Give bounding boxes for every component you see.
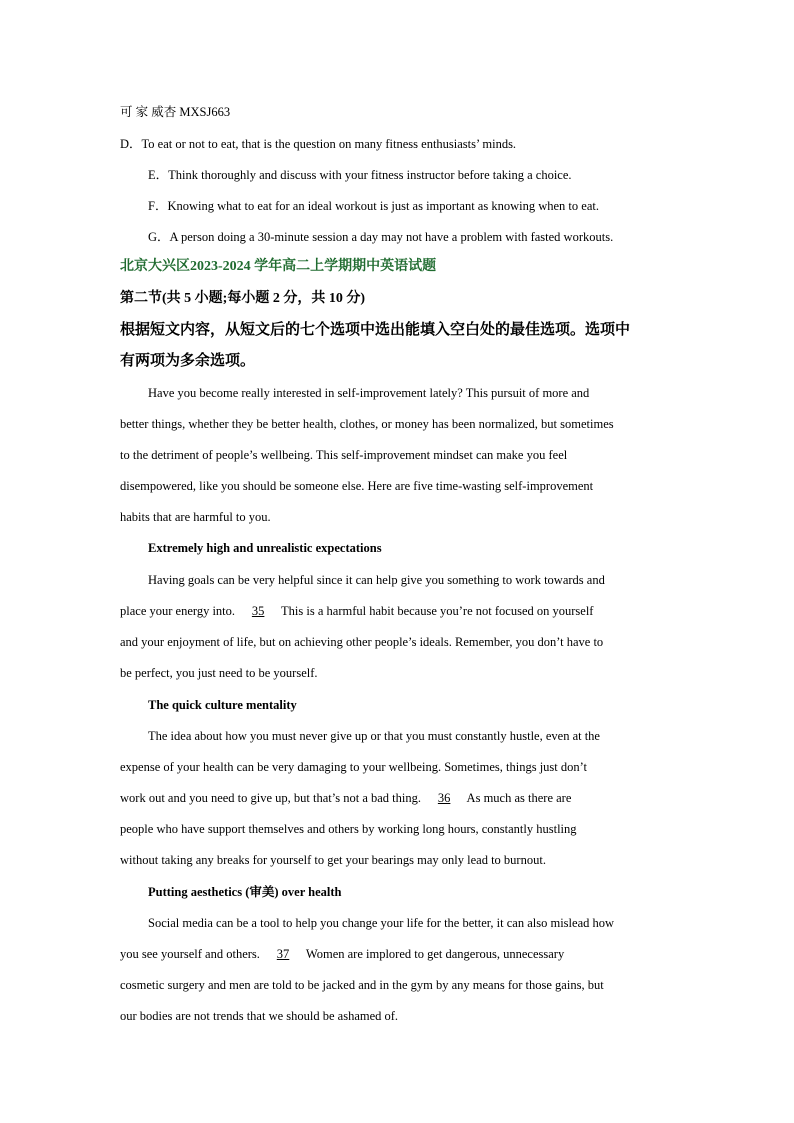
paragraph-line xyxy=(120,603,593,619)
source-title: 北京大兴区2023-2024 学年高二上学期期中英语试题 xyxy=(120,259,437,274)
intro-line: better things, whether they be better health, clothes, or money has been normalized, but sometimes xyxy=(120,417,614,431)
text-span: Women are implored to get dangerous, unnecessary xyxy=(303,947,565,961)
text-span: As much as there are xyxy=(464,791,572,805)
header-note: 可 家 威杏 MXSJ663 xyxy=(120,105,231,119)
section-heading-3: Putting aesthetics (审美) over health xyxy=(148,885,342,899)
paragraph-line xyxy=(120,946,564,962)
paragraph-line: people who have support themselves and others by working long hours, constantly hustling xyxy=(120,822,577,836)
section-heading-2: The quick culture mentality xyxy=(148,698,297,712)
paragraph-line: be perfect, you just need to be yourself. xyxy=(120,666,318,680)
text-span: This is a harmful habit because you’re not focused on yourself xyxy=(278,604,594,618)
paragraph-line: cosmetic surgery and men are told to be jacked and in the gym by any means for those gains, but xyxy=(120,978,604,992)
paragraph-line: our bodies are not trends that we should be ashamed of. xyxy=(120,1009,399,1023)
intro-line: to the detriment of people’s wellbeing. This self-improvement mindset can make you feel xyxy=(120,448,568,462)
text-span: place your energy into. xyxy=(120,604,239,618)
paragraph-line: The idea about how you must never give up or that you must constantly hustle, even at the xyxy=(148,729,600,743)
option-f: F．Knowing what to eat for an ideal workout is just as important as knowing when to eat. xyxy=(148,199,599,213)
paragraph-line: Social media can be a tool to help you change your life for the better, it can also mislead how xyxy=(148,916,615,930)
intro-line: disempowered, like you should be someone else. Here are five time-wasting self-improvement xyxy=(120,479,594,493)
paragraph-line: without taking any breaks for yourself to get your bearings may only lead to burnout. xyxy=(120,853,546,867)
instruction-line-1: 根据短文内容，从短文后的七个选项中选出能填入空白处的最佳选项。选项中 xyxy=(120,322,631,338)
text-span: you see yourself and others. xyxy=(120,947,264,961)
paragraph-line: and your enjoyment of life, but on achieving other people’s ideals. Remember, you don’t have to xyxy=(120,635,604,649)
instruction-line-2: 有两项为多余选项。 xyxy=(120,353,256,369)
option-d: D．To eat or not to eat, that is the question on many fitness enthusiasts’ minds. xyxy=(120,137,517,151)
intro-line: habits that are harmful to you. xyxy=(120,510,271,524)
paragraph-line: Having goals can be very helpful since it can help give you something to work towards and xyxy=(148,573,605,587)
blank-35[interactable]: 35 xyxy=(251,604,265,618)
option-g: G．A person doing a 30-minute session a day may not have a problem with fasted workouts. xyxy=(148,230,614,244)
blank-37[interactable]: 37 xyxy=(276,947,290,961)
paragraph-line xyxy=(120,790,571,806)
option-e: E．Think thoroughly and discuss with your fitness instructor before taking a choice. xyxy=(148,168,572,182)
text-span: work out and you need to give up, but that’s not a bad thing. xyxy=(120,791,425,805)
blank-36[interactable]: 36 xyxy=(437,791,451,805)
section-header: 第二节(共 5 小题;每小题 2 分，共 10 分) xyxy=(120,291,365,306)
section-heading-1: Extremely high and unrealistic expectations xyxy=(148,541,382,555)
intro-line: Have you become really interested in self-improvement lately? This pursuit of more and xyxy=(148,386,590,400)
paragraph-line: expense of your health can be very damaging to your wellbeing. Sometimes, things just don’t xyxy=(120,760,588,774)
